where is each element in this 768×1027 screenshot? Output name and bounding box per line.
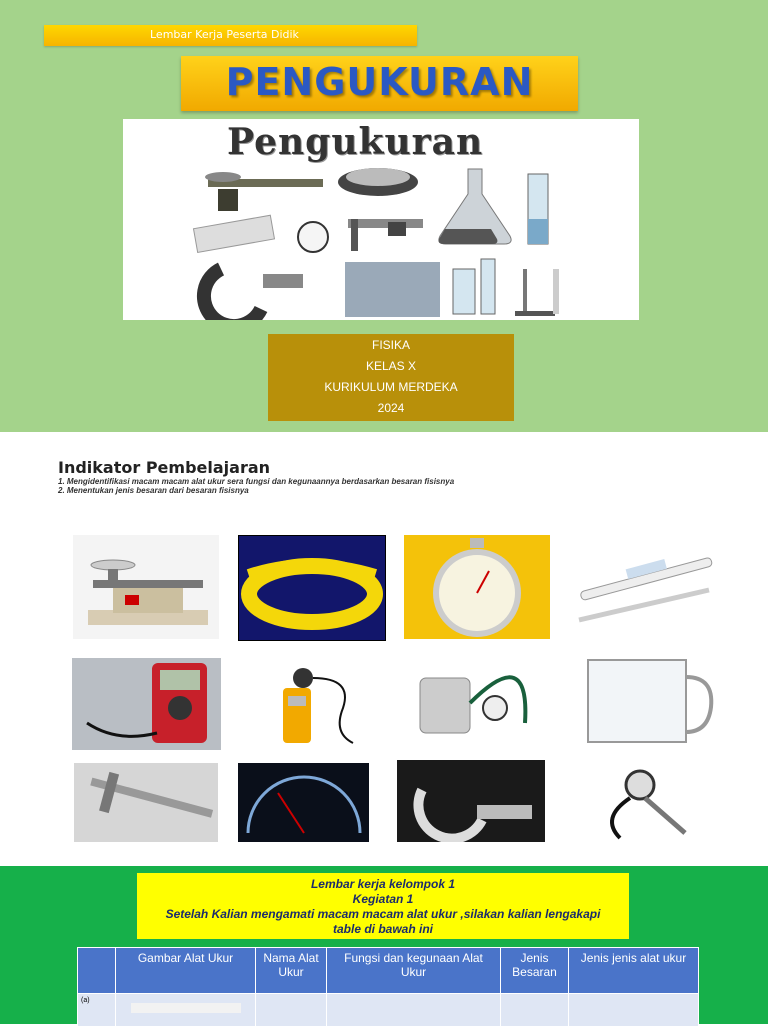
tire-pressure-gauge-image	[585, 763, 716, 842]
speedometer-image	[238, 763, 369, 842]
micrometer-screw-gauge-image	[397, 760, 545, 842]
col-header-name: Nama Alat Ukur	[256, 948, 327, 994]
cover-illustration	[123, 119, 639, 320]
learning-indicators	[58, 458, 454, 495]
worksheet-instructions	[137, 873, 629, 939]
row-label: (a)	[78, 994, 116, 1027]
cell-image[interactable]	[116, 994, 256, 1027]
measuring-tools-illustration	[123, 119, 639, 320]
worksheet-section	[0, 866, 768, 1024]
cover-banner-text: Lembar Kerja Peserta Didik	[150, 28, 299, 41]
worksheet-table	[77, 947, 699, 1027]
measuring-tape-image	[238, 535, 386, 641]
worksheet-instruction-line-1: Setelah Kalian mengamati macam macam alat ukur ,silakan kalian lengakapi	[165, 907, 601, 921]
course-info-box	[268, 334, 514, 421]
vernier-caliper-image	[74, 763, 218, 842]
indicator-item-1: 1. Mengidentifikasi macam macam alat ukur sera fungsi dan kegunaannya berdasarkan besaran fisisnya	[58, 477, 455, 486]
col-header-tool-types: Jenis jenis alat ukur	[569, 948, 699, 994]
triple-beam-balance-image	[73, 535, 219, 639]
cover-title: PENGUKURAN	[225, 60, 534, 104]
multimeter-image	[72, 658, 221, 750]
lux-meter-image	[238, 658, 384, 750]
course-year: 2024	[377, 401, 405, 415]
cell-function[interactable]	[327, 994, 501, 1027]
col-header-image: Gambar Alat Ukur	[116, 948, 256, 994]
stopwatch-image	[404, 535, 550, 639]
course-curriculum: KURIKULUM MERDEKA	[324, 380, 458, 394]
col-header-quantity-type: Jenis Besaran	[501, 948, 569, 994]
cover-page	[0, 0, 768, 432]
worksheet-instruction-line-2: table di bawah ini	[332, 922, 433, 936]
course-class: KELAS X	[365, 359, 417, 373]
cover-title-box	[181, 56, 578, 111]
worksheet-group-title: Lembar kerja kelompok 1	[310, 877, 456, 891]
sphygmomanometer-image	[400, 658, 546, 750]
indicators-heading: Indikator Pembelajaran	[58, 458, 271, 477]
measuring-jug-image	[576, 652, 716, 750]
col-header-number	[78, 948, 116, 994]
cover-illustration-title: Pengukuran	[227, 121, 484, 163]
cell-tool-types[interactable]	[569, 994, 699, 1027]
cover-banner	[44, 25, 417, 46]
cell-quantity-type[interactable]	[501, 994, 569, 1027]
indicator-item-2: 2. Menentukan jenis besaran dari besaran fisisnya	[58, 486, 249, 495]
thermometer-image	[569, 535, 715, 639]
cell-name[interactable]	[256, 994, 327, 1027]
table-row	[78, 994, 699, 1027]
table-header-row	[78, 948, 699, 994]
worksheet-activity: Kegiatan 1	[352, 892, 414, 906]
col-header-function: Fungsi dan kegunaan Alat Ukur	[327, 948, 501, 994]
course-subject: FISIKA	[371, 338, 410, 352]
